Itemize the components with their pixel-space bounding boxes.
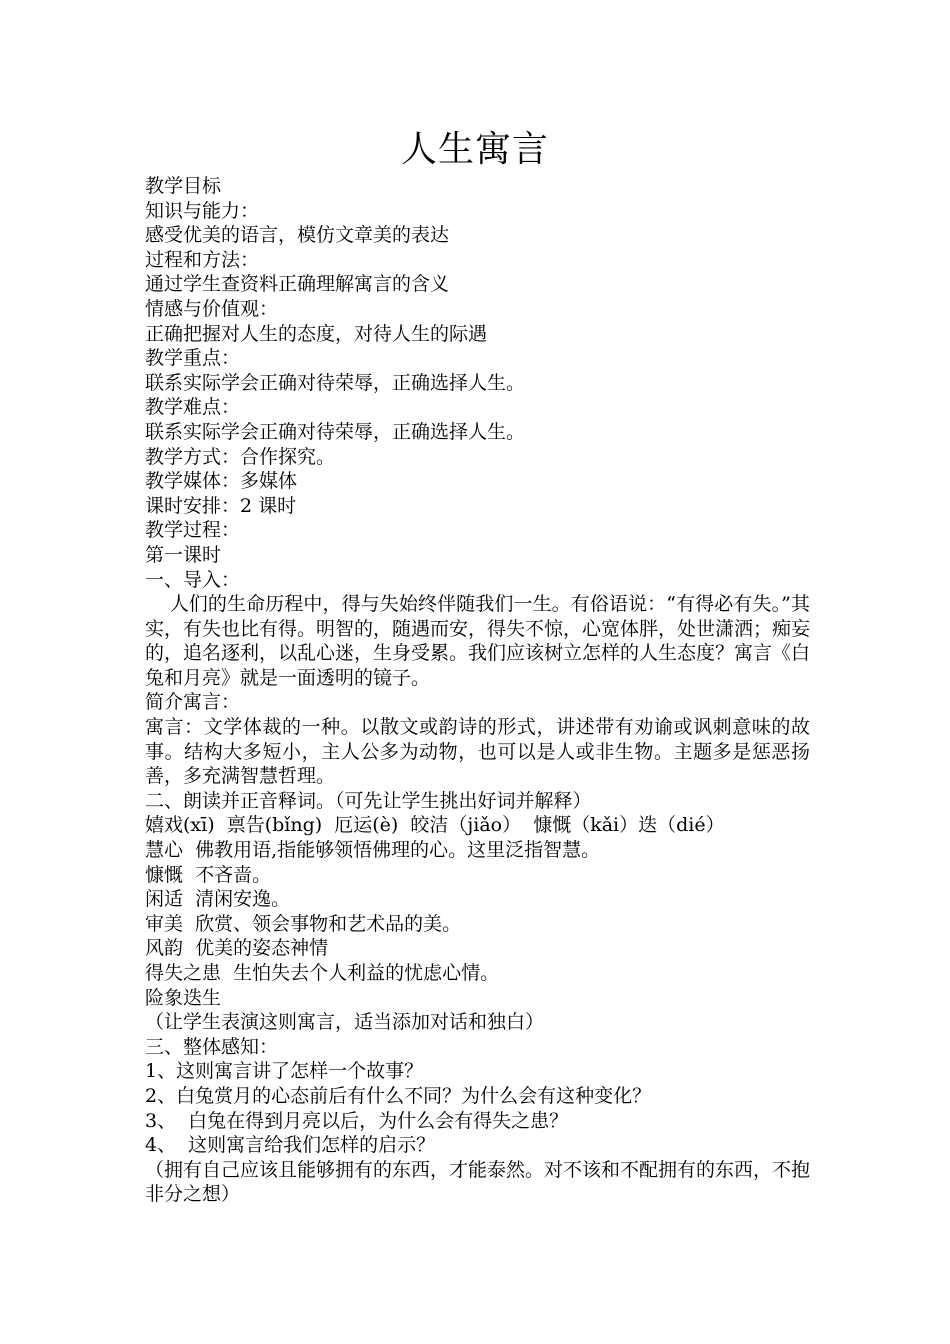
heading-first-lesson: 第一课时: [145, 543, 222, 566]
text-line: 感受优美的语言，模仿文章美的表达: [145, 224, 450, 247]
section-heading-intro: 一、导入：: [145, 568, 241, 591]
question-item: 2、白兔赏月的心态前后有什么不同？为什么会有这种变化？: [145, 1084, 652, 1107]
intro-paragraph: 人们的生命历程中，得与失始终伴随我们一生。有俗语说：“有得必有失。”其实，有失也比有得。明智的，随遇而安，得失不惊，心宽体胖，处世潇洒；痴妄的，追名逐利，以乱心迷，生身受累。我们应该树立怎样的人生态度？寓言《白兔和月亮》就是一面透明的镜子。: [145, 593, 811, 689]
answer-paragraph: （拥有自己应该且能够拥有的东西，才能泰然。对不该和不配拥有的东西，不抱非分之想）: [145, 1158, 811, 1206]
section-heading-reading: 二、朗读并正音释词。（可先让学生挑出好词并解释）: [145, 789, 592, 812]
document-title: 人生寓言: [400, 129, 549, 170]
text-line: 教学媒体：多媒体: [145, 470, 298, 493]
text-line: 课时安排：2 课时: [145, 494, 297, 517]
subheading-knowledge: 知识与能力：: [145, 199, 260, 222]
heading-difficulties: 教学难点：: [145, 396, 241, 419]
document-body: [145, 174, 810, 1207]
pronunciation-line: 嬉戏(xī) 禀告(bǐng) 厄运(è) 皎洁（jiǎo） 慷慨（kǎi）迭（dié）: [145, 814, 725, 837]
vocab-item: 险象迭生: [145, 986, 222, 1009]
text-line: 正确把握对人生的态度，对待人生的际遇: [145, 322, 488, 345]
subheading-process: 过程和方法：: [145, 248, 260, 271]
question-item: 4、 这则寓言给我们怎样的启示？: [145, 1134, 436, 1157]
vocab-item: 审美 欣赏、领会事物和艺术品的美。: [145, 912, 462, 935]
vocab-item: 得失之患 生怕失去个人利益的忧虑心情。: [145, 962, 500, 984]
question-item: 3、 白兔在得到月亮以后，为什么会有得失之患？: [145, 1109, 569, 1132]
vocab-item: 慷慨 不吝啬。: [145, 863, 272, 886]
section-heading-overview: 三、整体感知：: [145, 1035, 279, 1058]
text-line: 通过学生查资料正确理解寓言的含义: [145, 273, 450, 296]
heading-teaching-goals: 教学目标: [145, 175, 222, 197]
heading-key-points: 教学重点：: [145, 347, 241, 370]
text-line: 教学方式：合作探究。: [145, 445, 336, 468]
vocab-item: 风韵 优美的姿态神情: [145, 937, 329, 960]
fable-definition-paragraph: 寓言：文学体裁的一种。以散文或韵诗的形式，讲述带有劝谕或讽刺意味的故事。结构大多短小，主人公多为动物，也可以是人或非生物。主题多是惩恶扬善，多充满智慧哲理。: [145, 716, 810, 788]
text-line: （让学生表演这则寓言，适当添加对话和独白）: [145, 1011, 545, 1034]
vocab-item: 闲适 清闲安逸。: [145, 888, 291, 911]
heading-process: 教学过程：: [145, 519, 241, 542]
text-line: 联系实际学会正确对待荣辱，正确选择人生。: [145, 371, 526, 394]
vocab-item: 慧心 佛教用语,指能够领悟佛理的心。这里泛指智慧。: [145, 839, 601, 862]
question-item: 1、这则寓言讲了怎样一个故事？: [145, 1060, 424, 1083]
subheading-fable-intro: 简介寓言：: [145, 691, 241, 714]
text-line: 联系实际学会正确对待荣辱，正确选择人生。: [145, 420, 526, 443]
subheading-values: 情感与价值观：: [145, 297, 279, 320]
